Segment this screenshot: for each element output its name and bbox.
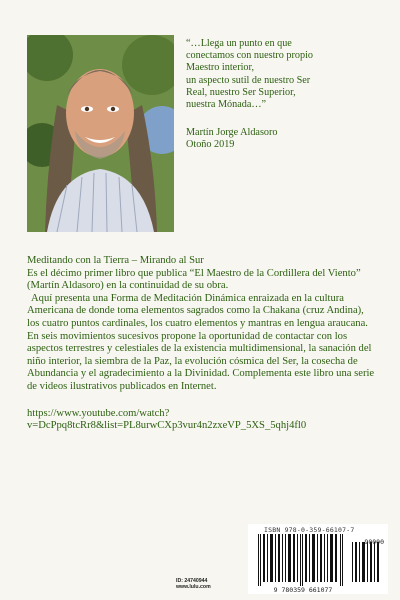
barcode-number: 9 780359 661077 (273, 586, 333, 594)
isbn-barcode (248, 524, 388, 594)
quote-date: Otoño 2019 (186, 139, 235, 151)
isbn-label: ISBN 978-0-359-66107-7 (264, 526, 355, 534)
description-block (27, 255, 377, 433)
description-paragraph-3: En seis movimientos sucesivos propone la oportunidad de contactar con los aspectos terrestres y celestiales de la existencia multidimensional, la sanación del niño interior, la siembra de la Paz, la evolución cósmica del Ser, la cosecha de Abundancia y el agradecimiento a la Divinidad. Complementa este libro una serie de videos ilustrativos publicados en Internet. (27, 330, 375, 392)
print-ids (176, 578, 211, 590)
quote-author: Martín Jorge Aldasoro (186, 127, 278, 139)
quote-text: “…Llega un punto en que conectamos con nuestro propio Maestro interior, un aspecto sutil de nuestro Ser Real, nuestro Ser Superior, nuestra Mónada…” (186, 38, 314, 111)
print-site: www.lulu.com (176, 584, 211, 590)
video-link[interactable]: https://www.youtube.com/watch?v=DcPpq8tcRr8&list=PL8urwCXp3vur4n2zxeVP_5XS_5qhj4fl0 (27, 407, 307, 432)
description-paragraph-2: Aquí presenta una Forma de Meditación Dinámica enraizada en la cultura Americana de donde toma elementos sagrados como la Chakana (cruz Andina), los cuatro puntos cardinales, los cuatro elementos y mantras en lengua araucana. (27, 292, 368, 329)
quote-block (186, 38, 386, 152)
description-title: Meditando con la Tierra – Mirando al Sur (27, 255, 204, 266)
price-code: 90000 (364, 538, 384, 546)
description-paragraph-1: Es el décimo primer libro que publica “El Maestro de la Cordillera del Viento” (Martín Aldasoro) en la continuidad de su obra. (27, 267, 361, 292)
author-photo (27, 35, 174, 232)
print-id: ID: 24740944 (176, 578, 208, 584)
